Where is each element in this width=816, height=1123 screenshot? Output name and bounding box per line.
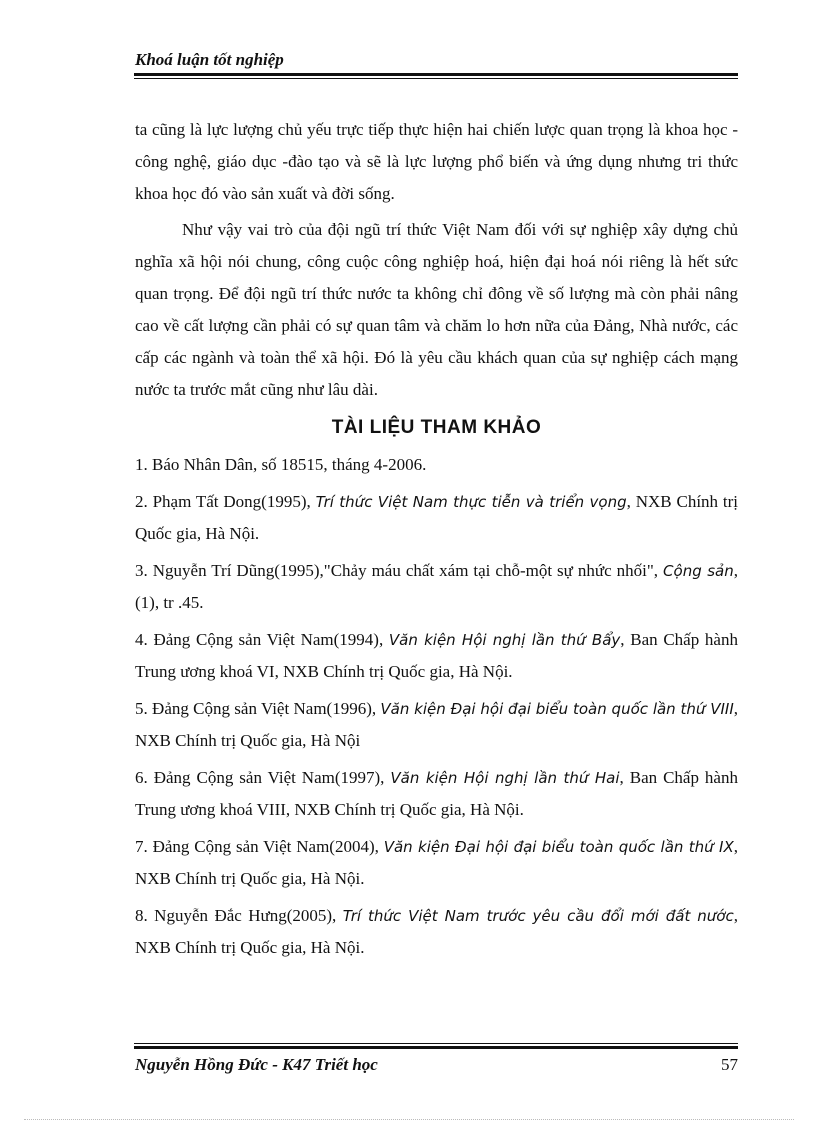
reference-text: 2. Phạm Tất Dong(1995), (135, 492, 316, 511)
reference-text: 8. Nguyễn Đắc Hưng(2005), (135, 906, 343, 925)
reference-publisher: , NXB Chính trị Quốc gia, Hà Nội. (135, 837, 738, 888)
reference-item-2 (135, 486, 738, 550)
reference-publisher: , NXB Chính trị Quốc gia, Hà Nội (135, 699, 738, 750)
footer-author: Nguyễn Hồng Đức - K47 Triết học (135, 1055, 378, 1074)
header-title: Khoá luận tốt nghiệp (135, 50, 284, 69)
reference-text: 4. Đảng Cộng sản Việt Nam(1994), (135, 630, 389, 649)
reference-item-1 (135, 449, 738, 481)
reference-item-6 (135, 762, 738, 826)
reference-text: 7. Đảng Cộng sản Việt Nam(2004), (135, 837, 384, 856)
page-edge-divider (24, 1119, 794, 1120)
reference-publisher: ,(1), tr .45. (135, 561, 739, 612)
header-rule-thick (134, 73, 738, 76)
reference-publisher: , NXB Chính trị Quốc gia, Hà Nội. (135, 906, 738, 957)
reference-title: Văn kiện Đại hội đại biểu toàn quốc lần thứ IX (383, 838, 734, 856)
reference-text: 1. Báo Nhân Dân, số 18515, tháng 4-2006. (135, 455, 427, 474)
reference-publisher: , Ban Chấp hành Trung ương khoá VI, NXB Chính trị Quốc gia, Hà Nội. (135, 630, 738, 681)
reference-item-5 (135, 693, 738, 757)
reference-title: Văn kiện Hội nghị lần thứ Hai (390, 769, 620, 787)
reference-text: 6. Đảng Cộng sản Việt Nam(1997), (135, 768, 391, 787)
header-rule-thin (134, 78, 738, 79)
reference-title: Trí thức Việt Nam thực tiễn và triển vọng (315, 493, 627, 511)
body-paragraph-1: ta cũng là lực lượng chủ yếu trực tiếp thực hiện hai chiến lược quan trọng là khoa học - công nghệ, giáo dục -đào tạo và sẽ là lực lượng phổ biến và ứng dụng nhưng tri thức khoa học đó vào sản xuất và đời sống. (135, 120, 738, 203)
references-heading: TÀI LIỆU THAM KHẢO (331, 417, 542, 438)
reference-text: 5. Đảng Cộng sản Việt Nam(1996), (135, 699, 381, 718)
reference-item-4 (135, 624, 738, 688)
page-content (135, 114, 738, 969)
page-number: 57 (721, 1055, 738, 1074)
reference-publisher: , Ban Chấp hành Trung ương khoá VIII, NXB Chính trị Quốc gia, Hà Nội. (135, 768, 738, 819)
reference-title: Văn kiện Hội nghị lần thứ Bẩy (388, 631, 621, 649)
reference-text: 3. Nguyễn Trí Dũng(1995),"Chảy máu chất xám tại chỗ-một sự nhức nhối", (135, 561, 664, 580)
reference-title: Cộng sản (663, 562, 734, 580)
body-paragraph-2: Như vậy vai trò của đội ngũ trí thức Việt Nam đối với sự nghiệp xây dựng chủ nghĩa xã hội nói chung, công cuộc công nghiệp hoá, hiện đại hoá nói riêng là hết sức quan trọng. Để đội ngũ trí thức nước ta không chỉ đông về số lượng mà còn phải nâng cao về cất lượng cần phải có sự quan tâm và chăm lo hơn nữa của Đảng, Nhà nước, các cấp các ngành và toàn thể xã hội. Đó là yêu cầu khách quan của sự nghiệp cách mạng nước ta trước mắt cũng như lâu dài. (135, 220, 738, 399)
references-list (135, 449, 738, 964)
reference-item-3 (135, 555, 738, 619)
reference-title: Trí thức Việt Nam trước yêu cầu đổi mới đất nước (342, 907, 734, 925)
reference-title: Văn kiện Đại hội đại biểu toàn quốc lần thứ VIII (380, 700, 734, 718)
reference-publisher: , NXB Chính trị Quốc gia, Hà Nội. (135, 492, 739, 543)
reference-item-8 (135, 900, 738, 964)
footer-rule-thick (134, 1046, 738, 1049)
footer-rule-thin (134, 1043, 738, 1044)
reference-item-7 (135, 831, 738, 895)
